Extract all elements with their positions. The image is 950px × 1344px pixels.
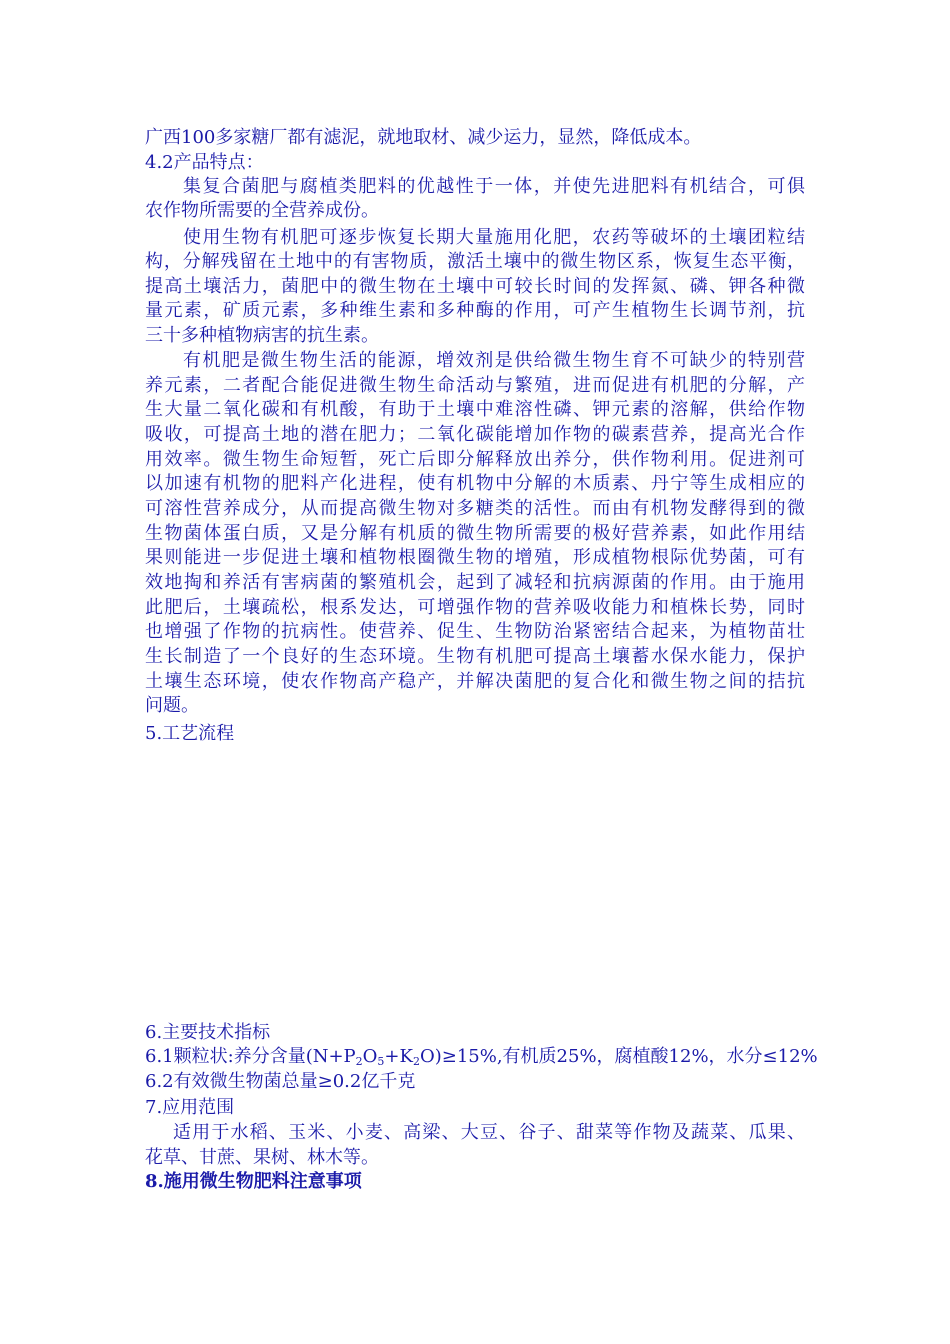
paragraph-line: 效地掏和养活有害病菌的繁殖机会，起到了减轻和抗病源菌的作用。由于施用 [145, 572, 805, 593]
section-7-heading: 7.应用范围 [145, 1097, 235, 1118]
paragraph-line: 此肥后，土壤疏松，根系发达，可增强作物的营养吸收能力和植株长势，同时 [145, 597, 805, 618]
paragraph-line: 适用于水稻、玉米、小麦、高梁、大豆、谷子、甜菜等作物及蔬菜、瓜果、 [173, 1122, 805, 1143]
paragraph-line: 农作物所需要的全营养成份。 [145, 200, 379, 221]
paragraph-line: 有机肥是微生物生活的能源，增效剂是供给微生物生育不可缺少的特别营 [183, 350, 805, 371]
paragraph-line: 问题。 [145, 695, 199, 716]
paragraph-line: 土壤生态环境，使农作物高产稳产，并解决菌肥的复合化和微生物之间的拮抗 [145, 671, 805, 692]
section-4-1-tail-text: 广西100多家糖厂都有滤泥，就地取材、减少运力，显然，降低成本。 [145, 127, 702, 148]
paragraph-line: 集复合菌肥与腐植类肥料的优越性于一体，并使先进肥料有机结合，可俱 [183, 176, 805, 197]
paragraph-line: 生物菌体蛋白质，又是分解有机质的微生物所需要的极好营养素，如此作用结 [145, 523, 805, 544]
paragraph-line: 构，分解残留在土地中的有害物质，激活土壤中的微生物区系，恢复生态平衡， [145, 251, 805, 272]
paragraph-line: 三十多种植物病害的抗生素。 [145, 325, 379, 346]
section-4-2-heading: 4.2产品特点： [145, 152, 264, 173]
paragraph-line: 量元素，矿质元素，多种维生素和多种酶的作用，可产生植物生长调节剂，抗 [145, 300, 805, 321]
paragraph-line: 以加速有机物的肥料产化进程，使有机物中分解的木质素、丹宁等生成相应的 [145, 473, 805, 494]
paragraph-line: 生长制造了一个良好的生态环境。生物有机肥可提高土壤蓄水保水能力，保护 [145, 646, 805, 667]
paragraph-line: 果则能进一步促进土壤和植物根圈微生物的增殖，形成植物根际优势菌，可有 [145, 547, 805, 568]
section-8-heading: 8.施用微生物肥料注意事项 [145, 1171, 362, 1192]
paragraph-line: 吸收，可提高土地的潜在肥力；二氧化碳能增加作物的碳素营养，提高光合作 [145, 424, 805, 445]
section-5-heading: 5.工艺流程 [145, 723, 235, 744]
paragraph-line: 也增强了作物的抗病性。使营养、促生、生物防治紧密结合起来，为植物苗壮 [145, 621, 805, 642]
paragraph-line: 使用生物有机肥可逐步恢复长期大量施用化肥，农药等破坏的土壤团粒结 [183, 227, 805, 248]
section-6-heading: 6.主要技术指标 [145, 1022, 271, 1043]
spec-item-microbe-count: 6.2有效微生物菌总量≥0.2亿千克 [145, 1071, 416, 1092]
paragraph-line: 可溶性营养成分，从而提高微生物对多糖类的活性。而由有机物发酵得到的微 [145, 498, 805, 519]
paragraph-line: 花草、甘蔗、果树、林木等。 [145, 1147, 379, 1168]
spec-item-granular: 6.1颗粒状:养分含量$(N+P_2O_5+K_2O)\ge 15\%$,有机质25%，腐植酸12%，水分≤12% [145, 1046, 818, 1068]
paragraph-line: 提高土壤活力，菌肥中的微生物在土壤中可较长时间的发挥氮、磷、钾各种微 [145, 276, 805, 297]
paragraph-line: 用效率。微生物生命短暂，死亡后即分解释放出养分，供作物利用。促进剂可 [145, 449, 805, 470]
paragraph-line: 养元素，二者配合能促进微生物生命活动与繁殖，进而促进有机肥的分解，产 [145, 375, 805, 396]
paragraph-line: 生大量二氧化碳和有机酸，有助于土壤中难溶性磷、钾元素的溶解，供给作物 [145, 399, 805, 420]
